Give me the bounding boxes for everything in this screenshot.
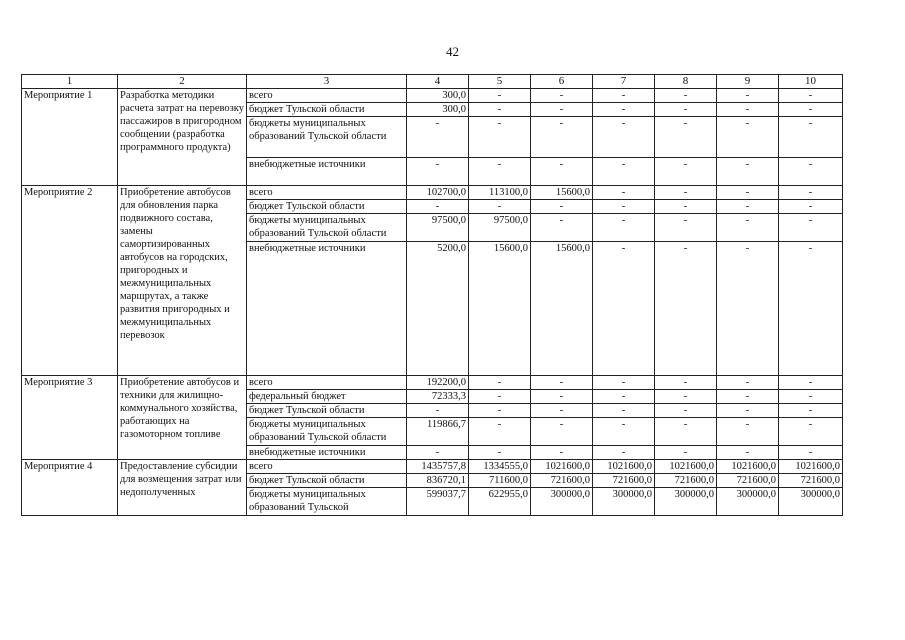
value-cell: - (655, 200, 717, 214)
funding-source: всего (247, 186, 407, 200)
value-cell: - (531, 390, 593, 404)
value-cell: - (655, 446, 717, 460)
value-cell: - (531, 117, 593, 158)
value-cell: - (717, 242, 779, 376)
value-cell: - (593, 376, 655, 390)
value-cell: - (779, 418, 843, 446)
measure-name: Мероприятие 2 (22, 186, 118, 376)
value-cell: - (717, 117, 779, 158)
value-cell: 1435757,8 (407, 460, 469, 474)
value-cell: - (469, 158, 531, 186)
value-cell: 721600,0 (593, 474, 655, 488)
column-header-4: 4 (407, 75, 469, 89)
value-cell: - (531, 418, 593, 446)
value-cell: - (469, 404, 531, 418)
value-cell: 300,0 (407, 103, 469, 117)
value-cell: 102700,0 (407, 186, 469, 200)
value-cell: - (655, 214, 717, 242)
value-cell: 15600,0 (469, 242, 531, 376)
value-cell: - (655, 242, 717, 376)
value-cell: 1021600,0 (655, 460, 717, 474)
table-body (22, 89, 843, 516)
value-cell: 300000,0 (593, 488, 655, 516)
value-cell: - (717, 186, 779, 200)
value-cell: 5200,0 (407, 242, 469, 376)
value-cell: 1021600,0 (593, 460, 655, 474)
value-cell: 1021600,0 (531, 460, 593, 474)
value-cell: - (717, 214, 779, 242)
value-cell: - (779, 200, 843, 214)
value-cell: - (655, 89, 717, 103)
value-cell: - (407, 200, 469, 214)
value-cell: - (779, 117, 843, 158)
table-row (22, 186, 843, 200)
column-header-7: 7 (593, 75, 655, 89)
value-cell: 192200,0 (407, 376, 469, 390)
measure-name: Мероприятие 4 (22, 460, 118, 516)
value-cell: - (407, 404, 469, 418)
value-cell: - (593, 214, 655, 242)
value-cell: 97500,0 (407, 214, 469, 242)
value-cell: 300000,0 (655, 488, 717, 516)
value-cell: 599037,7 (407, 488, 469, 516)
value-cell: 72333,3 (407, 390, 469, 404)
value-cell: - (655, 376, 717, 390)
measure-description: Приобретение автобусов и техники для жилищно-коммунального хозяйства, работающих на газомоторном топливе (118, 376, 247, 460)
funding-source: бюджеты муниципальных образований Тульской области (247, 418, 407, 446)
value-cell: - (779, 89, 843, 103)
value-cell: - (593, 242, 655, 376)
value-cell: - (717, 158, 779, 186)
table-row (22, 460, 843, 474)
funding-source: бюджет Тульской области (247, 404, 407, 418)
header-row (22, 75, 843, 89)
page-number: 42 (446, 44, 459, 59)
funding-table (21, 74, 843, 516)
value-cell: - (717, 200, 779, 214)
value-cell: 721600,0 (655, 474, 717, 488)
value-cell: - (717, 89, 779, 103)
value-cell: - (655, 103, 717, 117)
value-cell: 711600,0 (469, 474, 531, 488)
funding-source: всего (247, 460, 407, 474)
value-cell: - (531, 103, 593, 117)
value-cell: - (593, 103, 655, 117)
value-cell: - (593, 404, 655, 418)
value-cell: - (655, 404, 717, 418)
value-cell: - (593, 186, 655, 200)
value-cell: 15600,0 (531, 242, 593, 376)
value-cell: - (593, 446, 655, 460)
funding-source: бюджеты муниципальных образований Тульской области (247, 214, 407, 242)
funding-source: внебюджетные источники (247, 242, 407, 376)
value-cell: 15600,0 (531, 186, 593, 200)
value-cell: 300000,0 (717, 488, 779, 516)
funding-source: федеральный бюджет (247, 390, 407, 404)
value-cell: - (779, 103, 843, 117)
value-cell: - (531, 214, 593, 242)
funding-source: бюджет Тульской области (247, 103, 407, 117)
value-cell: - (717, 446, 779, 460)
value-cell: - (469, 390, 531, 404)
table-row (22, 376, 843, 390)
column-header-3: 3 (247, 75, 407, 89)
table-row (22, 89, 843, 103)
value-cell: 721600,0 (779, 474, 843, 488)
column-header-2: 2 (118, 75, 247, 89)
value-cell: - (407, 117, 469, 158)
value-cell: - (469, 446, 531, 460)
value-cell: - (779, 376, 843, 390)
value-cell: - (593, 158, 655, 186)
value-cell: - (531, 446, 593, 460)
measure-description: Разработка методики расчета затрат на перевозку пассажиров в пригородном сообщении (разработка программного продукта) (118, 89, 247, 186)
measure-name: Мероприятие 1 (22, 89, 118, 186)
value-cell: - (655, 158, 717, 186)
value-cell: 119866,7 (407, 418, 469, 446)
value-cell: - (717, 404, 779, 418)
value-cell: - (593, 200, 655, 214)
measure-description: Приобретение автобусов для обновления парка подвижного состава, замены самортизированных автобусов на городских, пригородных и межмуниципальных маршрутах, а также развития пригородных и межмуниципальных перевозок (118, 186, 247, 376)
value-cell: 113100,0 (469, 186, 531, 200)
value-cell: - (407, 446, 469, 460)
value-cell: - (531, 404, 593, 418)
value-cell: - (469, 89, 531, 103)
value-cell: 1334555,0 (469, 460, 531, 474)
value-cell: - (717, 418, 779, 446)
value-cell: - (779, 186, 843, 200)
value-cell: - (779, 214, 843, 242)
funding-source: бюджет Тульской области (247, 200, 407, 214)
value-cell: - (779, 390, 843, 404)
value-cell: 836720,1 (407, 474, 469, 488)
value-cell: - (779, 404, 843, 418)
value-cell: - (469, 418, 531, 446)
measure-name: Мероприятие 3 (22, 376, 118, 460)
value-cell: - (593, 117, 655, 158)
value-cell: 300000,0 (779, 488, 843, 516)
value-cell: - (531, 376, 593, 390)
value-cell: - (407, 158, 469, 186)
value-cell: 97500,0 (469, 214, 531, 242)
value-cell: 622955,0 (469, 488, 531, 516)
value-cell: 721600,0 (717, 474, 779, 488)
column-header-6: 6 (531, 75, 593, 89)
value-cell: - (779, 446, 843, 460)
measure-description: Предоставление субсидии для возмещения затрат или недополученных (118, 460, 247, 516)
value-cell: - (593, 89, 655, 103)
value-cell: - (531, 200, 593, 214)
funding-source: внебюджетные источники (247, 446, 407, 460)
value-cell: - (717, 376, 779, 390)
column-header-9: 9 (717, 75, 779, 89)
funding-source: бюджет Тульской области (247, 474, 407, 488)
column-header-8: 8 (655, 75, 717, 89)
funding-source: всего (247, 89, 407, 103)
funding-source: бюджеты муниципальных образований Тульской (247, 488, 407, 516)
value-cell: 721600,0 (531, 474, 593, 488)
value-cell: - (469, 376, 531, 390)
value-cell: 1021600,0 (717, 460, 779, 474)
value-cell: 1021600,0 (779, 460, 843, 474)
value-cell: - (469, 200, 531, 214)
column-header-1: 1 (22, 75, 118, 89)
column-header-10: 10 (779, 75, 843, 89)
value-cell: 300000,0 (531, 488, 593, 516)
funding-source: всего (247, 376, 407, 390)
value-cell: - (655, 418, 717, 446)
value-cell: - (593, 390, 655, 404)
value-cell: - (655, 390, 717, 404)
value-cell: - (469, 117, 531, 158)
value-cell: - (655, 117, 717, 158)
value-cell: - (717, 390, 779, 404)
value-cell: - (531, 158, 593, 186)
funding-source: внебюджетные источники (247, 158, 407, 186)
value-cell: - (779, 158, 843, 186)
value-cell: 300,0 (407, 89, 469, 103)
value-cell: - (469, 103, 531, 117)
column-header-5: 5 (469, 75, 531, 89)
value-cell: - (593, 418, 655, 446)
value-cell: - (779, 242, 843, 376)
value-cell: - (531, 89, 593, 103)
value-cell: - (655, 186, 717, 200)
value-cell: - (717, 103, 779, 117)
funding-source: бюджеты муниципальных образований Тульской области (247, 117, 407, 158)
